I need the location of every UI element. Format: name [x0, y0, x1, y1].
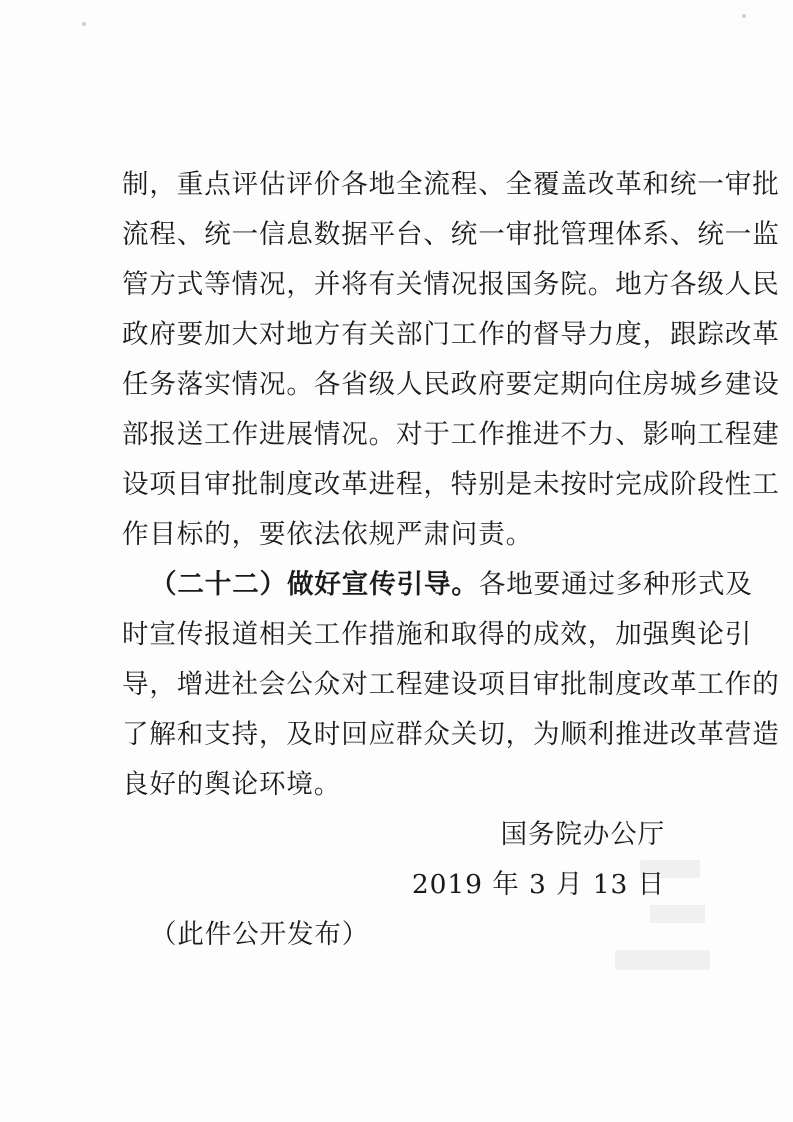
body-text-line: 时宣传报道相关工作措施和取得的成效，加强舆论引: [122, 619, 753, 650]
body-text-line: 制，重点评估评价各地全流程、全覆盖改革和统一审批: [122, 169, 780, 200]
body-text-line: 任务落实情况。各省级人民政府要定期向住房城乡建设: [122, 369, 780, 400]
show-through-mark: [615, 950, 710, 970]
scan-speck: [742, 14, 746, 18]
body-text-line: 导，增进社会公众对工程建设项目审批制度改革工作的: [122, 669, 780, 700]
issuer-name: 国务院办公厅: [500, 819, 665, 850]
body-text-line: 作目标的，要依法依规严肃问责。: [122, 519, 533, 550]
scan-speck: [82, 22, 86, 26]
issue-date: 2019 年 3 月 13 日: [411, 869, 665, 900]
show-through-mark: [650, 905, 705, 923]
body-text-line: 良好的舆论环境。: [122, 769, 342, 800]
body-text-line: 部报送工作进展情况。对于工作推进不力、影响工程建: [122, 419, 780, 450]
publication-note: （此件公开发布）: [150, 919, 370, 950]
section-heading: （二十二）做好宣传引导。: [150, 569, 479, 600]
body-text-line: 政府要加大对地方有关部门工作的督导力度，跟踪改革: [122, 319, 780, 350]
body-text-line: 了解和支持，及时回应群众关切，为顺利推进改革营造: [122, 719, 780, 750]
section-first-line: [150, 569, 753, 600]
body-text-line: 管方式等情况，并将有关情况报国务院。地方各级人民: [122, 269, 780, 300]
body-text-line: 流程、统一信息数据平台、统一审批管理体系、统一监: [122, 219, 780, 250]
body-text-line: 设项目审批制度改革进程，特别是未按时完成阶段性工: [122, 469, 780, 500]
body-text-span: 各地要通过多种形式及: [478, 569, 753, 600]
